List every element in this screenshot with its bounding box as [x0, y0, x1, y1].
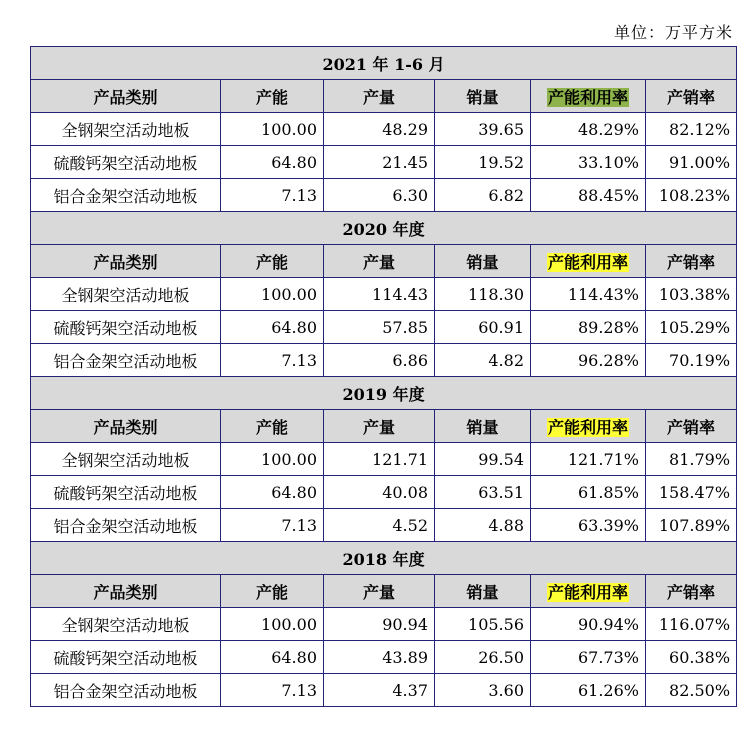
- table-row: [31, 674, 737, 707]
- product-name-cell: 铝合金架空活动地板: [31, 509, 221, 542]
- product-name-cell: 硫酸钙架空活动地板: [31, 641, 221, 674]
- sales-cell: 4.82: [435, 344, 531, 377]
- sell-through-cell: 60.38%: [646, 641, 737, 674]
- table-row: [31, 278, 737, 311]
- header-output-text: 产量: [362, 582, 395, 602]
- utilization-cell: 88.45%: [531, 179, 646, 212]
- output-cell: 90.94: [324, 608, 435, 641]
- sales-cell: 19.52: [435, 146, 531, 179]
- capacity-cell: 100.00: [221, 443, 324, 476]
- header-output: [324, 575, 435, 608]
- header-capacity-text: 产能: [255, 582, 288, 602]
- header-utilization: [531, 575, 646, 608]
- sell-through-cell: 81.79%: [646, 443, 737, 476]
- header-sales: [435, 410, 531, 443]
- sell-through-cell: 70.19%: [646, 344, 737, 377]
- utilization-cell: 61.26%: [531, 674, 646, 707]
- header-sales-text: 销量: [466, 252, 499, 272]
- table-row: [31, 641, 737, 674]
- header-sell-through-text: 产销率: [667, 87, 716, 107]
- header-capacity-text: 产能: [255, 417, 288, 437]
- capacity-cell: 64.80: [221, 311, 324, 344]
- header-output: [324, 245, 435, 278]
- utilization-cell: 63.39%: [531, 509, 646, 542]
- header-row: [31, 575, 737, 608]
- header-category-text: 产品类别: [93, 417, 158, 437]
- header-category: [31, 575, 221, 608]
- sales-cell: 39.65: [435, 113, 531, 146]
- product-name-cell: 硫酸钙架空活动地板: [31, 476, 221, 509]
- table-row: [31, 146, 737, 179]
- period-title: 2021 年 1-6 月: [31, 47, 737, 80]
- header-row: [31, 245, 737, 278]
- utilization-cell: 121.71%: [531, 443, 646, 476]
- header-row: [31, 80, 737, 113]
- product-name-cell: 硫酸钙架空活动地板: [31, 311, 221, 344]
- header-sales-text: 销量: [466, 417, 499, 437]
- header-sell-through: [646, 575, 737, 608]
- sales-cell: 60.91: [435, 311, 531, 344]
- header-utilization-text: 产能利用率: [547, 252, 628, 272]
- header-output: [324, 410, 435, 443]
- utilization-cell: 61.85%: [531, 476, 646, 509]
- product-name-cell: 全钢架空活动地板: [31, 278, 221, 311]
- period-title-row: [31, 47, 737, 80]
- header-category-text: 产品类别: [93, 252, 158, 272]
- output-cell: 4.37: [324, 674, 435, 707]
- period-title: 2020 年度: [31, 212, 737, 245]
- sell-through-cell: 82.50%: [646, 674, 737, 707]
- unit-label: 单位：万平方米: [613, 23, 733, 42]
- header-sell-through-text: 产销率: [667, 582, 716, 602]
- header-capacity: [221, 245, 324, 278]
- header-utilization: [531, 245, 646, 278]
- sell-through-cell: 103.38%: [646, 278, 737, 311]
- period-title-row: [31, 377, 737, 410]
- header-capacity-text: 产能: [255, 87, 288, 107]
- period-title: 2018 年度: [31, 542, 737, 575]
- header-sales: [435, 575, 531, 608]
- header-category-text: 产品类别: [93, 582, 158, 602]
- header-sell-through-text: 产销率: [667, 252, 716, 272]
- sell-through-cell: 108.23%: [646, 179, 737, 212]
- table-row: [31, 344, 737, 377]
- header-output: [324, 80, 435, 113]
- capacity-cell: 7.13: [221, 179, 324, 212]
- output-cell: 114.43: [324, 278, 435, 311]
- output-cell: 43.89: [324, 641, 435, 674]
- product-name-cell: 铝合金架空活动地板: [31, 674, 221, 707]
- output-cell: 57.85: [324, 311, 435, 344]
- header-output-text: 产量: [362, 417, 395, 437]
- header-sell-through: [646, 245, 737, 278]
- product-name-cell: 硫酸钙架空活动地板: [31, 146, 221, 179]
- header-utilization: [531, 410, 646, 443]
- capacity-cell: 64.80: [221, 476, 324, 509]
- output-cell: 6.30: [324, 179, 435, 212]
- capacity-cell: 7.13: [221, 674, 324, 707]
- sell-through-cell: 158.47%: [646, 476, 737, 509]
- period-title: 2019 年度: [31, 377, 737, 410]
- sales-cell: 6.82: [435, 179, 531, 212]
- utilization-cell: 89.28%: [531, 311, 646, 344]
- output-cell: 40.08: [324, 476, 435, 509]
- product-name-cell: 铝合金架空活动地板: [31, 179, 221, 212]
- output-cell: 21.45: [324, 146, 435, 179]
- sales-cell: 63.51: [435, 476, 531, 509]
- utilization-cell: 90.94%: [531, 608, 646, 641]
- table-row: [31, 608, 737, 641]
- header-output-text: 产量: [362, 252, 395, 272]
- header-category: [31, 245, 221, 278]
- period-title-row: [31, 212, 737, 245]
- output-cell: 121.71: [324, 443, 435, 476]
- header-output-text: 产量: [362, 87, 395, 107]
- utilization-cell: 114.43%: [531, 278, 646, 311]
- period-title-row: [31, 542, 737, 575]
- header-capacity: [221, 575, 324, 608]
- product-name-cell: 全钢架空活动地板: [31, 443, 221, 476]
- header-sales: [435, 245, 531, 278]
- table-row: [31, 476, 737, 509]
- header-category: [31, 80, 221, 113]
- output-cell: 6.86: [324, 344, 435, 377]
- utilization-cell: 48.29%: [531, 113, 646, 146]
- sales-cell: 105.56: [435, 608, 531, 641]
- sales-cell: 3.60: [435, 674, 531, 707]
- sell-through-cell: 105.29%: [646, 311, 737, 344]
- table-body: [31, 47, 737, 707]
- output-cell: 4.52: [324, 509, 435, 542]
- output-cell: 48.29: [324, 113, 435, 146]
- table-row: [31, 443, 737, 476]
- product-name-cell: 全钢架空活动地板: [31, 113, 221, 146]
- header-sales-text: 销量: [466, 582, 499, 602]
- product-name-cell: 铝合金架空活动地板: [31, 344, 221, 377]
- header-category-text: 产品类别: [93, 87, 158, 107]
- header-capacity: [221, 410, 324, 443]
- header-capacity: [221, 80, 324, 113]
- sales-cell: 26.50: [435, 641, 531, 674]
- sell-through-cell: 107.89%: [646, 509, 737, 542]
- sales-cell: 99.54: [435, 443, 531, 476]
- utilization-cell: 33.10%: [531, 146, 646, 179]
- header-category: [31, 410, 221, 443]
- footnote-cut-off: [30, 731, 736, 739]
- sell-through-cell: 91.00%: [646, 146, 737, 179]
- capacity-cell: 64.80: [221, 641, 324, 674]
- sell-through-cell: 116.07%: [646, 608, 737, 641]
- capacity-cell: 100.00: [221, 608, 324, 641]
- header-sales-text: 销量: [466, 87, 499, 107]
- header-utilization-text: 产能利用率: [547, 87, 628, 107]
- capacity-cell: 7.13: [221, 509, 324, 542]
- capacity-cell: 100.00: [221, 278, 324, 311]
- table-row: [31, 113, 737, 146]
- header-utilization-text: 产能利用率: [547, 582, 628, 602]
- capacity-table: [30, 46, 737, 707]
- header-sell-through: [646, 80, 737, 113]
- capacity-cell: 100.00: [221, 113, 324, 146]
- capacity-cell: 64.80: [221, 146, 324, 179]
- utilization-cell: 67.73%: [531, 641, 646, 674]
- header-sell-through-text: 产销率: [667, 417, 716, 437]
- capacity-cell: 7.13: [221, 344, 324, 377]
- header-sales: [435, 80, 531, 113]
- product-name-cell: 全钢架空活动地板: [31, 608, 221, 641]
- header-row: [31, 410, 737, 443]
- utilization-cell: 96.28%: [531, 344, 646, 377]
- sales-cell: 118.30: [435, 278, 531, 311]
- header-utilization: [531, 80, 646, 113]
- table-row: [31, 311, 737, 344]
- table-row: [31, 509, 737, 542]
- header-utilization-text: 产能利用率: [547, 417, 628, 437]
- sell-through-cell: 82.12%: [646, 113, 737, 146]
- header-sell-through: [646, 410, 737, 443]
- table-row: [31, 179, 737, 212]
- header-capacity-text: 产能: [255, 252, 288, 272]
- sales-cell: 4.88: [435, 509, 531, 542]
